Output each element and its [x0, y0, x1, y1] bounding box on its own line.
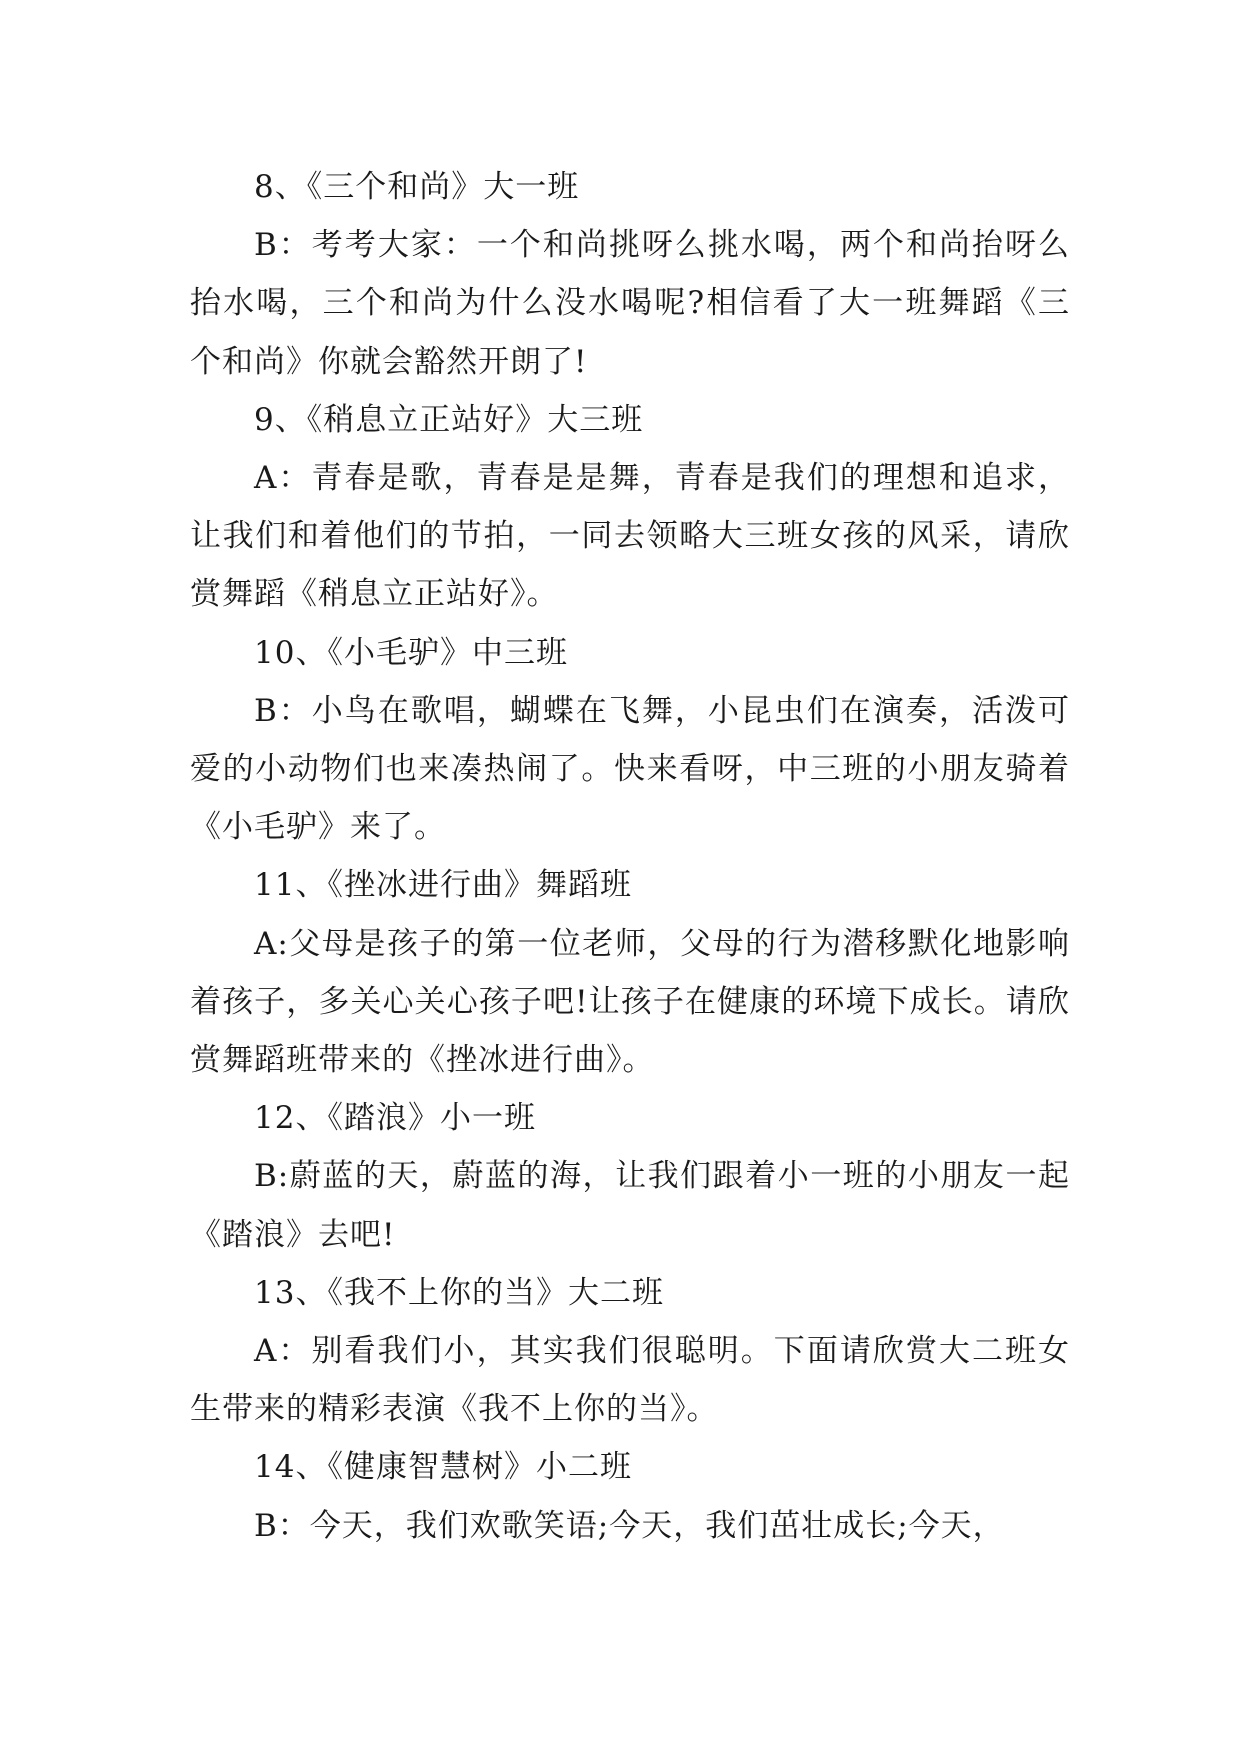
- host-line: B：今天，我们欢歌笑语;今天，我们茁壮成长;今天，: [254, 1507, 1005, 1544]
- document-body: [190, 158, 1070, 1555]
- host-line: B：考考大家：一个和尚挑呀么挑水喝，两个和尚抬呀么抬水喝，三个和尚为什么没水喝呢?相信看了大一班舞蹈《三个和尚》你就会豁然开朗了!: [190, 227, 1070, 380]
- program-item-heading: 12、《踏浪》小一班: [254, 1100, 536, 1137]
- host-line: A:父母是孩子的第一位老师，父母的行为潜移默化地影响着孩子，多关心关心孩子吧!让孩子在健康的环境下成长。请欣赏舞蹈班带来的《挫冰进行曲》。: [190, 925, 1070, 1079]
- program-item-heading: 10、《小毛驴》中三班: [254, 634, 568, 671]
- program-item-heading: 13、《我不上你的当》大二班: [254, 1274, 664, 1311]
- program-item-heading: 14、《健康智慧树》小二班: [254, 1449, 632, 1486]
- program-item-heading: 11、《挫冰进行曲》舞蹈班: [254, 867, 632, 904]
- host-line: B：小鸟在歌唱，蝴蝶在飞舞，小昆虫们在演奏，活泼可爱的小动物们也来凑热闹了。快来看呀，中三班的小朋友骑着《小毛驴》来了。: [190, 692, 1070, 846]
- host-line: A：别看我们小，其实我们很聪明。下面请欣赏大二班女生带来的精彩表演《我不上你的当》。: [190, 1333, 1070, 1428]
- program-item-heading: 9、《稍息立正站好》大三班: [254, 401, 644, 438]
- host-line: A：青春是歌，青春是是舞，青春是我们的理想和追求，让我们和着他们的节拍，一同去领略大三班女孩的风采，请欣赏舞蹈《稍息立正站好》。: [190, 460, 1070, 613]
- program-item-heading: 8、《三个和尚》大一班: [254, 169, 580, 205]
- host-line: B:蔚蓝的天，蔚蓝的海，让我们跟着小一班的小朋友一起《踏浪》去吧!: [190, 1158, 1070, 1253]
